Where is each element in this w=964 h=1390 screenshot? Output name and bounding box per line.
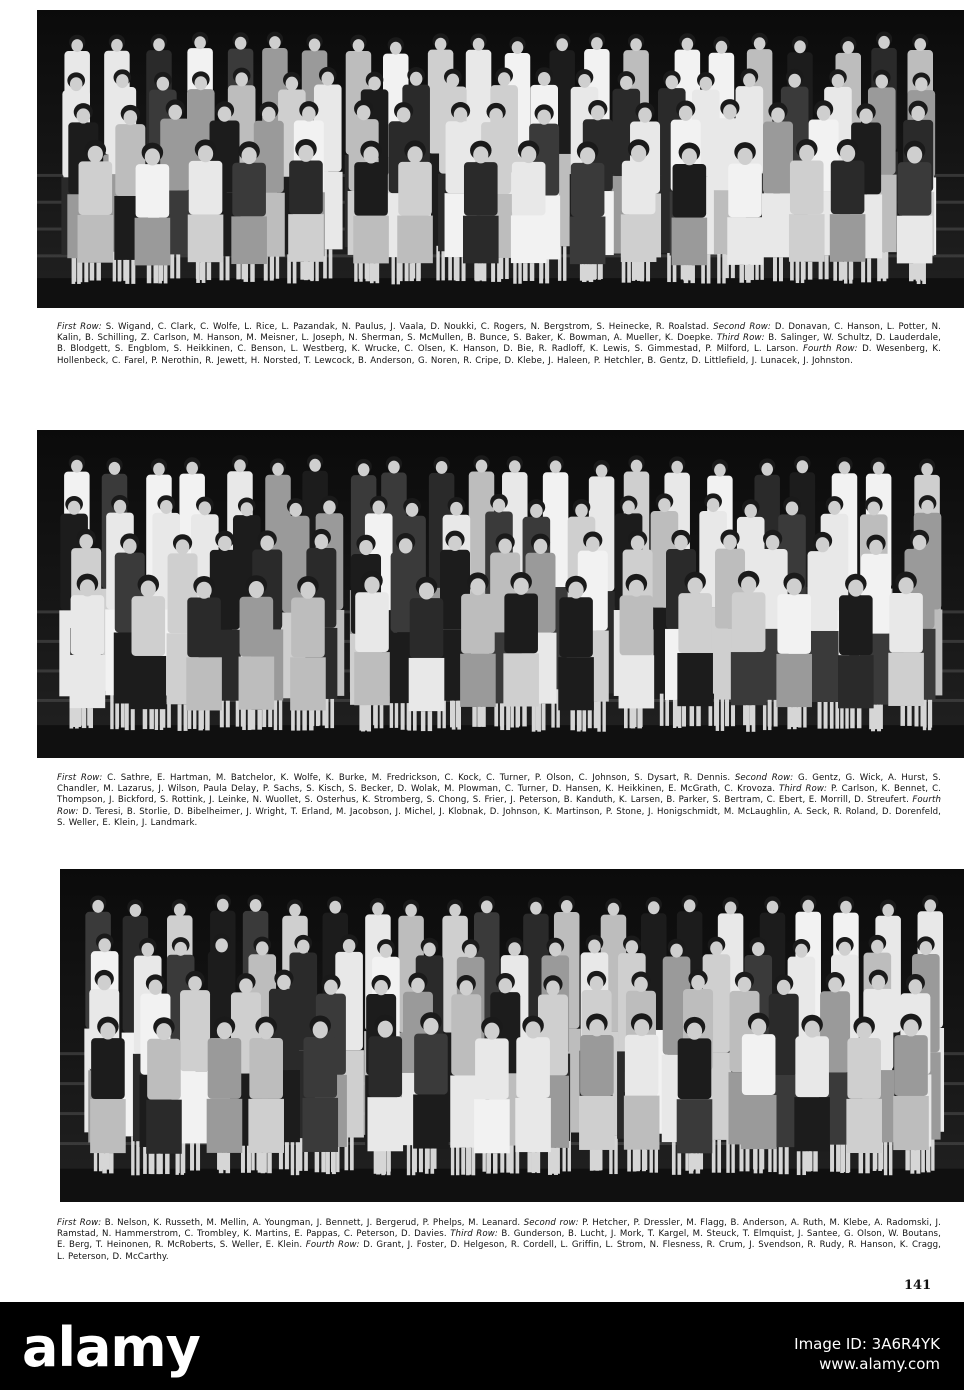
caption-1-row-2-label: Second Row: [713, 322, 771, 332]
caption-2-row-1-names: C. Sathre, E. Hartman, M. Batchelor, K. Wolfe, K. Burke, M. Fredrickson, C. Kock, C. Turner, P. Olson, C. Johnson, S. Dysart, R. Dennis. [102, 773, 735, 783]
caption-3-row-2-names: P. Hetcher, P. Dressler, M. Flagg, B. Anderson, A. Ruth, M. Klebe, A. Radomski, J. Ramstad, N. Hammerstrom, C. Trombley, K. Martins, E. Pappas, C. Peterson, D. Davies. [57, 1218, 941, 1240]
caption-2-row-2-names: G. Gentz, G. Wick, A. Hurst, S. Chandler, M. Lazarus, J. Wilson, Paula Delay, P. Sachs, S. Kisch, S. Becker, D. Wolak, M. Plowman, C. Turner, D. Hansen, K. Heikkinen, E. McGrath, C. Krovoza. [57, 773, 942, 795]
watermark-info [794, 1334, 940, 1374]
group-photo-1 [37, 10, 964, 308]
caption-1-row-1-label: First Row: [57, 322, 102, 332]
caption-1-row-3-names: B. Salinger, W. Schultz, D. Lauderdale, B. Blodgett, S. Engblom, S. Heikkinen, C. Benson, L. Westberg, K. Wrucke, C. Olsen, K. Hanson, D. Bie, R. Radloff, K. Lewis, S. Gimmestad, P. Milford, L. Larson. [57, 333, 941, 355]
group-photo-3 [60, 869, 964, 1202]
caption-2-row-4-label: Fourth Row: [57, 795, 941, 817]
caption-2 [57, 773, 941, 829]
group-photo-3-image [60, 869, 964, 1202]
group-photo-2-image [37, 430, 964, 758]
caption-2-row-3-names: P. Carlson, K. Bennet, C. Thompson, J. Bickford, S. Rottink, J. Leinke, N. Wuollet, S. Osterhus, K. Stromberg, S. Chong, S. Frier, J. Peterson, B. Kanduth, K. Larsen, B. Parker, S. Bertram, C. Ebert, E. Morrill, D. Streufert. [57, 784, 942, 806]
caption-2-row-2-label: Second Row: [734, 773, 794, 783]
caption-3-row-1-label: First Row: [57, 1218, 102, 1228]
caption-1-row-4-label: Fourth Row: [802, 344, 858, 355]
caption-2-row-1-label: First Row: [57, 773, 103, 783]
caption-2-row-4-names: D. Teresi, B. Storlie, D. Bibelheimer, J. Wright, T. Erland, M. Jacobson, J. Michel, J. Klobnak, D. Johnson, K. Martinson, P. Stone, J. Honigschmidt, M. McLaughlin, A. Seck, R. Roland, D. Dorenfeld, S. Weller, E. Klein, J. Landmark. [57, 806, 941, 828]
caption-3-row-3-names: B. Gunderson, B. Lucht, J. Mork, T. Kargel, M. Steuck, T. Elmquist, J. Santee, G. Olson, W. Boutans, E. Berg, T. Heinonen, R. McRoberts, S. Weller, E. Klein. [57, 1229, 941, 1251]
caption-1-row-3-label: Third Row: [716, 333, 765, 344]
caption-3 [57, 1218, 941, 1263]
group-photo-1-image [37, 10, 964, 308]
caption-3-row-4-label: Fourth Row: [305, 1240, 360, 1251]
caption-1-row-4-names: D. Wesenberg, K. Hollenbeck, C. Farel, P. Nerothin, R. Jewett, H. Norsted, T. Lewcock, B. Anderson, G. Noren, R. Cripe, D. Klebe, J. Haleen, P. Hetchler, B. Gentz, D. Littlefield, J. Lunacek, J. Johnston. [57, 344, 942, 366]
watermark-logo: alamy [22, 1316, 200, 1379]
caption-1 [57, 322, 941, 367]
caption-1-row-2-names: D. Donavan, C. Hanson, L. Potter, N. Kalin, B. Schilling, Z. Carlson, M. Hanson, M. Meisner, L. Joseph, N. Sherman, S. McMullen, B. Bunce, S. Baker, K. Bowman, A. Mueller, K. Doepke. [57, 322, 941, 344]
caption-1-row-1-names: S. Wigand, C. Clark, C. Wolfe, L. Rice, L. Pazandak, N. Paulus, J. Vaala, D. Noukki, C. Rogers, N. Bergstrom, S. Heinecke, R. Roalstad. [101, 322, 714, 332]
caption-3-row-1-names: B. Nelson, K. Russeth, M. Mellin, A. Youngman, J. Bennett, J. Bergerud, P. Phelps, M. Leanard. [101, 1218, 524, 1228]
caption-3-row-3-label: Third Row: [450, 1229, 498, 1240]
page-number: 141 [904, 1278, 932, 1293]
caption-3-row-4-names: D. Grant, J. Foster, D. Helgeson, R. Cordell, L. Griffin, L. Strom, N. Flesness, R. Crum, J. Svendson, R. Rudy, R. Hanson, K. Cragg, L. Peterson, D. McCarthy. [57, 1240, 942, 1262]
watermark-image-id: Image ID: 3A6R4YK [794, 1335, 940, 1353]
caption-2-row-3-label: Third Row: [778, 784, 828, 795]
caption-3-row-2-label: Second row: [523, 1218, 579, 1228]
watermark-site: www.alamy.com [819, 1355, 940, 1373]
group-photo-2 [37, 430, 964, 758]
